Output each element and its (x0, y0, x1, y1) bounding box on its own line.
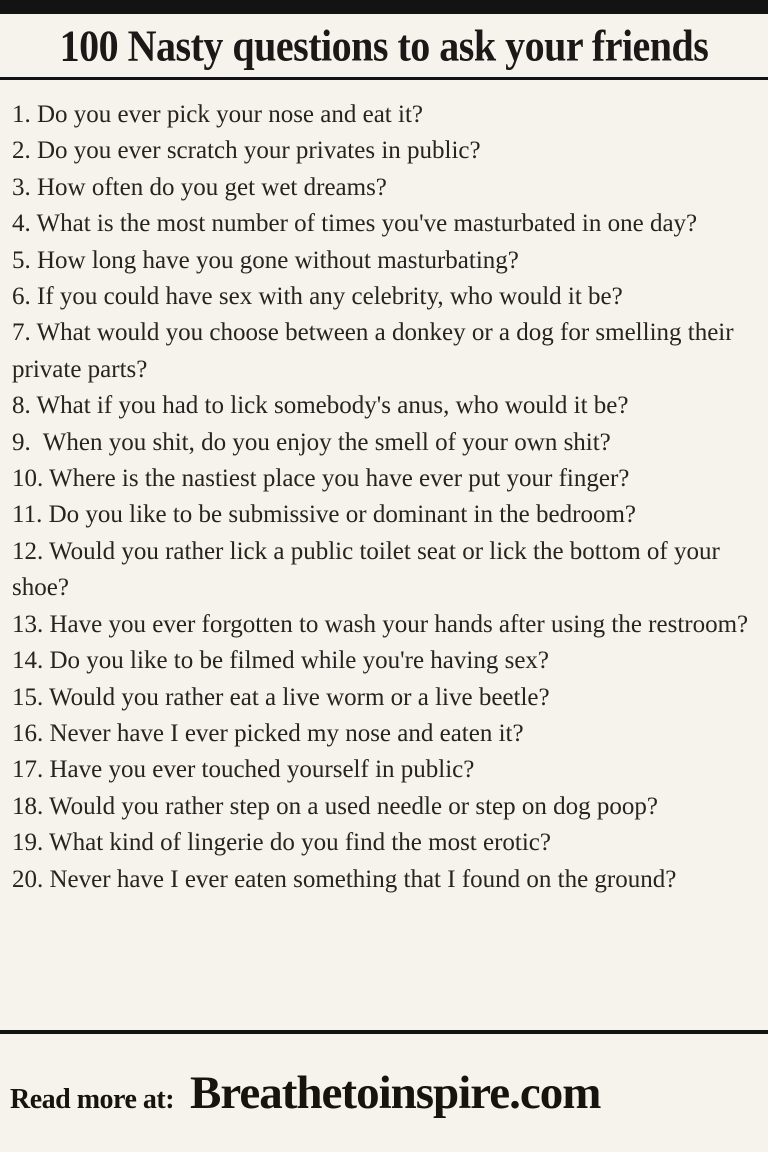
question-item: 8. What if you had to lick somebody's anus, who would it be? (12, 392, 629, 420)
question-item: 1. Do you ever pick your nose and eat it? (12, 101, 423, 128)
question-item: 18. Would you rather step on a used needle or step on dog poop? (12, 792, 658, 820)
question-item: 12. Would you rather lick a public toilet seat or lick the bottom of your shoe? (12, 537, 727, 602)
header (0, 0, 768, 80)
question-item: 9. When you shit, do you enjoy the smell of your own shit? (12, 428, 611, 456)
footer (0, 1030, 768, 1152)
question-item: 15. Would you rather eat a live worm or a live beetle? (12, 683, 550, 711)
question-item: 13. Have you ever forgotten to wash your hands after using the restroom? (12, 610, 749, 638)
site-name: Breathetoinspire.com (190, 1067, 601, 1119)
question-item: 17. Have you ever touched yourself in public? (12, 756, 475, 784)
question-item: 7. What would you choose between a donkey or a dog for smelling their private parts? (12, 319, 740, 383)
question-item: 4. What is the most number of times you've masturbated in one day? (12, 210, 698, 238)
question-item: 10. Where is the nastiest place you have ever put your finger? (12, 465, 630, 493)
question-item: 2. Do you ever scratch your privates in public? (12, 137, 481, 165)
header-title-wrap (0, 14, 768, 77)
question-item: 5. How long have you gone without masturbating? (12, 246, 519, 274)
read-more-label: Read more at: (10, 1084, 175, 1115)
question-item: 11. Do you like to be submissive or dominant in the bedroom? (12, 501, 636, 529)
question-item: 14. Do you like to be filmed while you're having sex? (12, 647, 550, 675)
top-black-bar (0, 0, 768, 14)
footer-content (0, 1034, 768, 1120)
question-item: 16. Never have I ever picked my nose and eaten it? (12, 719, 524, 747)
question-item: 20. Never have I ever eaten something that I found on the ground? (12, 865, 677, 893)
question-item: 6. If you could have sex with any celebrity, who would it be? (12, 283, 623, 311)
question-item: 3. How often do you get wet dreams? (12, 173, 387, 201)
questions-list (0, 80, 768, 898)
question-item: 19. What kind of lingerie do you find the most erotic? (12, 829, 552, 857)
page-title: 100 Nasty questions to ask your friends (59, 20, 709, 71)
